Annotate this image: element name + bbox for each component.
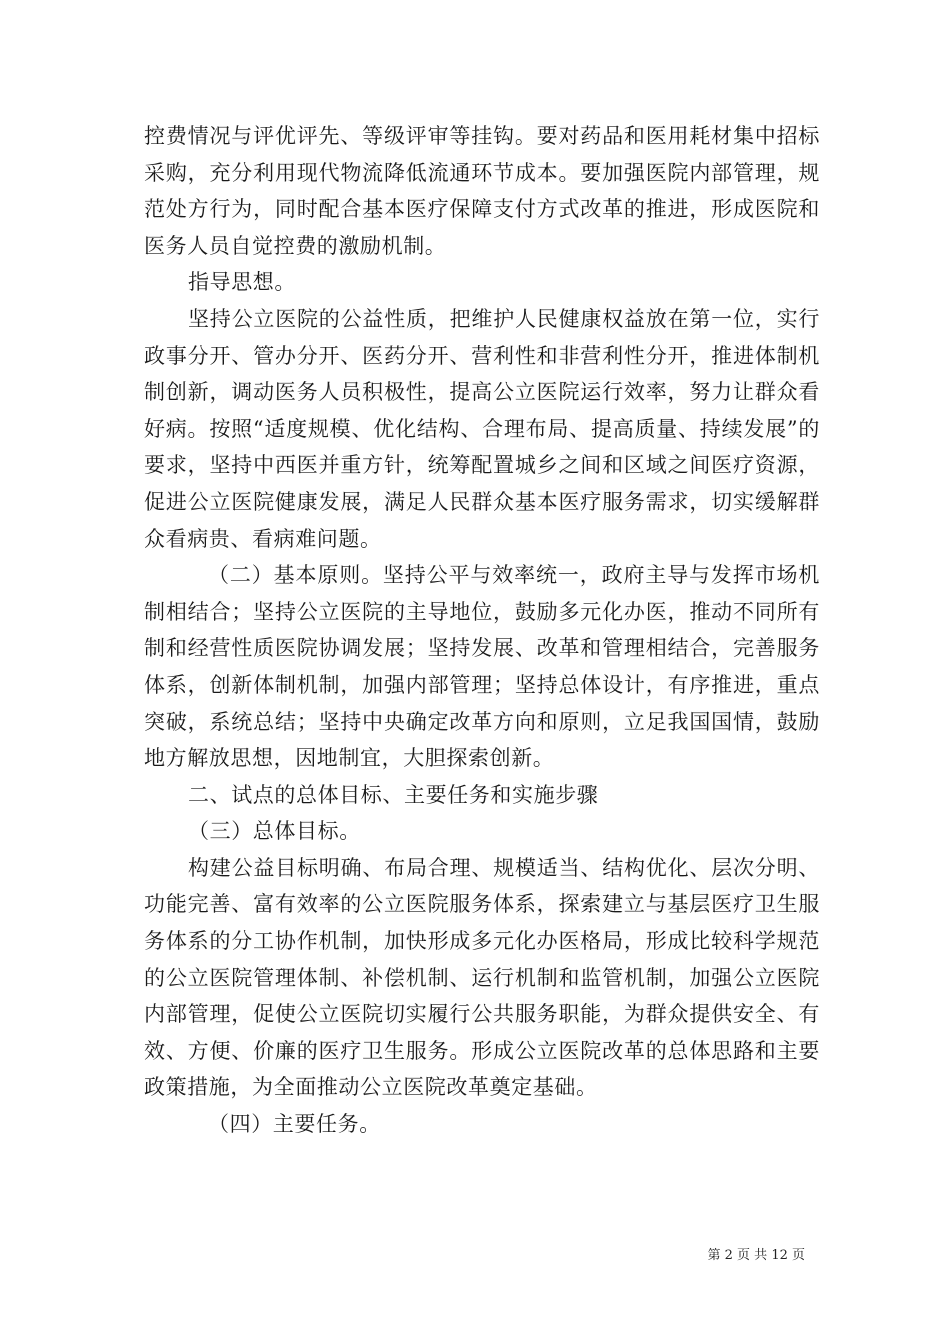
- heading-main-tasks: （四）主要任务。: [208, 1112, 381, 1137]
- paragraph-guiding-ideology: 坚持公立医院的公益性质，把维护人民健康权益放在第一位，实行政事分开、管办分开、医药分开、营利性和非营利性分开，推进体制机制创新，调动医务人员积极性，提高公立医院运行效率，努力让群众看好病。按照“适度规模、优化结构、合理布局、提高质量、持续发展”的要求，坚持中西医并重方针，统筹配置城乡之间和区域之间医疗资源，促进公立医院健康发展，满足人民群众基本医疗服务需求，切实缓解群众看病贵、看病难问题。: [144, 306, 820, 551]
- paragraph-overall-goals: 构建公益目标明确、布局合理、规模适当、结构优化、层次分明、功能完善、富有效率的公立医院服务体系，探索建立与基层医疗卫生服务体系的分工协作机制，加快形成多元化办医格局，形成比较科学规范的公立医院管理体制、补偿机制、运行机制和监管机制，加强公立医院内部管理，促使公立医院切实履行公共服务职能，为群众提供安全、有效、方便、价廉的医疗卫生服务。形成公立医院改革的总体思路和主要政策措施，为全面推动公立医院改革奠定基础。: [144, 855, 820, 1100]
- page-footer: 第 2 页 共 12 页: [707, 1248, 805, 1263]
- paragraph-basic-principles: （二）基本原则。坚持公平与效率统一，政府主导与发挥市场机制相结合；坚持公立医院的主导地位，鼓励多元化办医，推动不同所有制和经营性质医院协调发展；坚持发展、改革和管理相结合，完善服务体系，创新体制机制，加强内部管理；坚持总体设计，有序推进，重点突破，系统总结；坚持中央确定改革方向和原则，立足我国国情，鼓励地方解放思想，因地制宜，大胆探索创新。: [144, 563, 820, 771]
- paragraph-cost-control: 控费情况与评优评先、等级评审等挂钩。要对药品和医用耗材集中招标采购，充分利用现代物流降低流通环节成本。要加强医院内部管理，规范处方行为，同时配合基本医疗保障支付方式改革的推进，形成医院和医务人员自觉控费的激励机制。: [144, 124, 820, 258]
- document-body: [144, 118, 820, 1143]
- heading-section-two: 二、试点的总体目标、主要任务和实施步骤: [188, 782, 599, 807]
- heading-guiding-ideology: 指导思想。: [188, 270, 296, 295]
- heading-overall-goals: （三）总体目标。: [188, 819, 361, 844]
